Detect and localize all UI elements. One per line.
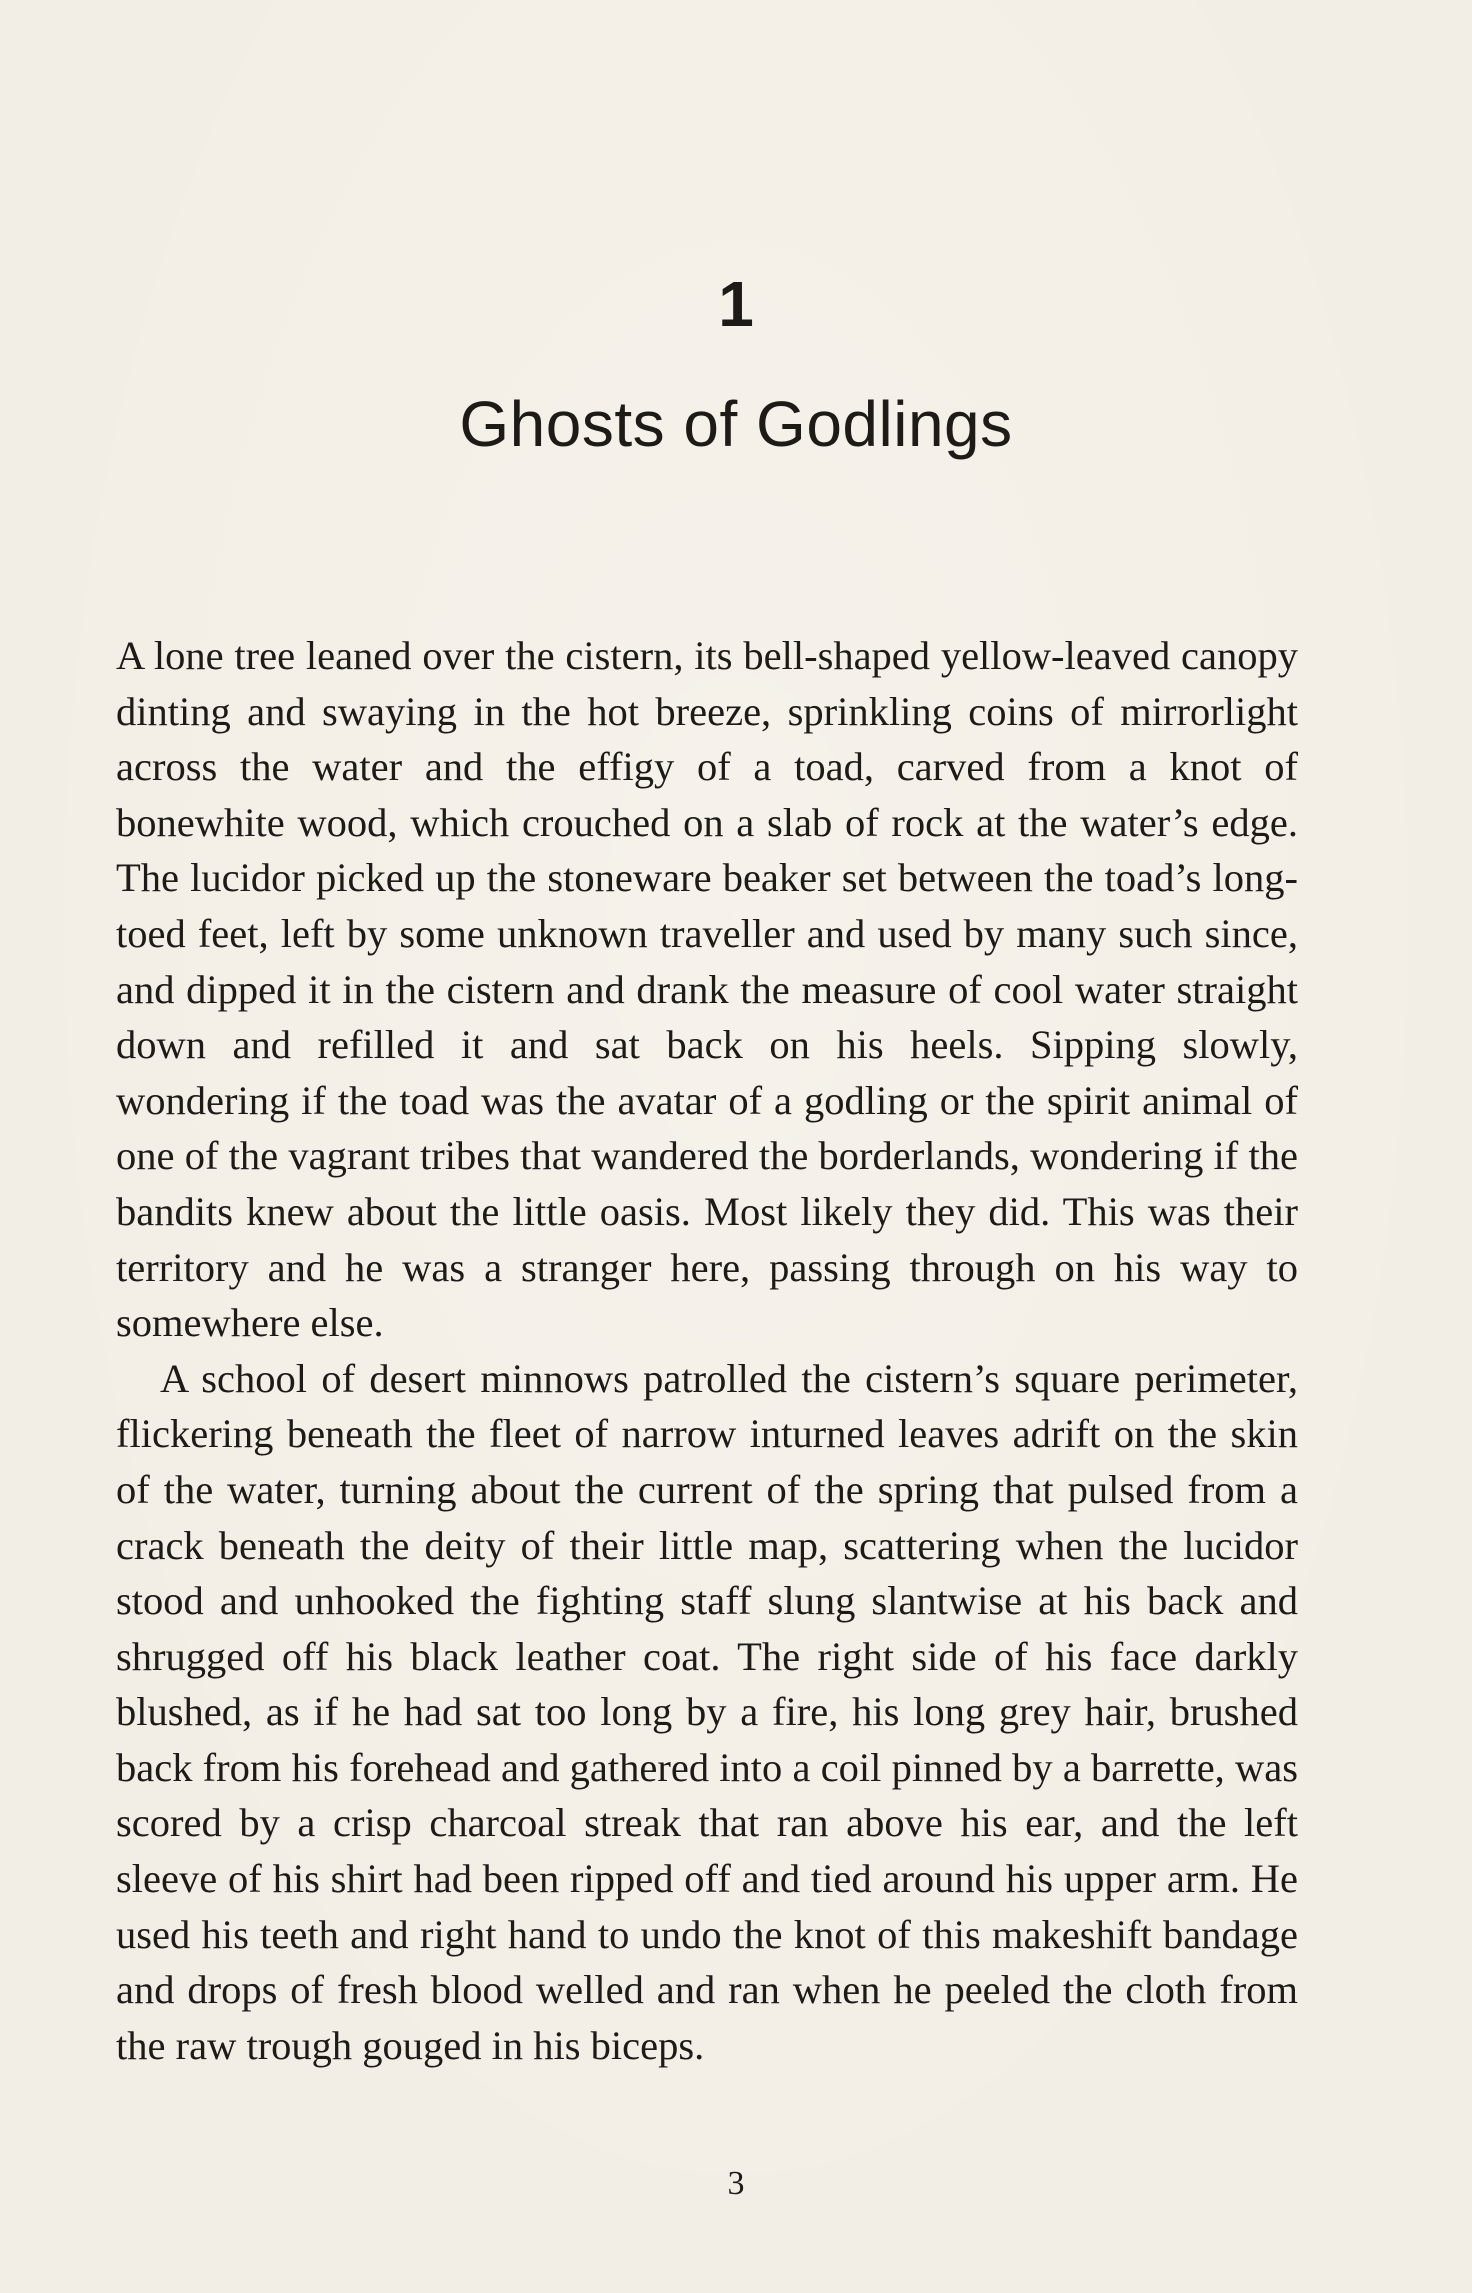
- chapter-number: 1: [718, 268, 754, 340]
- page-number: 3: [727, 2165, 745, 2202]
- body-text: [116, 628, 1298, 2073]
- paragraph-2: A school of desert minnows patrolled the cistern’s square perimeter, flickering beneath the fleet of narrow inturned leaves adrift on the skin of the water, turning about the current of the spring that pulsed from a crack beneath the deity of their little map, scattering when the lucidor stood and unhooked the fighting staff slung slantwise at his back and shrugged off his black leather coat. The right side of his face darkly blushed, as if he had sat too long by a fire, his long grey hair, brushed back from his forehead and gathered into a coil pinned by a barrette, was scored by a crisp charcoal streak that ran above his ear, and the left sleeve of his shirt had been ripped off and tied around his upper arm. He used his teeth and right hand to undo the knot of this makeshift bandage and drops of fresh blood welled and ran when he peeled the cloth from the raw trough gouged in his biceps.: [116, 1355, 1298, 2068]
- chapter-title: Ghosts of Godlings: [459, 388, 1013, 460]
- paragraph-1: A lone tree leaned over the cistern, its bell-shaped yellow-leaved canopy dinting and swaying in the hot breeze, sprinkling coins of mirrorlight across the water and the effigy of a toad, carved from a knot of bonewhite wood, which crouched on a slab of rock at the water’s edge. The lucidor picked up the stoneware beaker set between the toad’s long-toed feet, left by some unknown traveller and used by many such since, and dipped it in the cistern and drank the measure of cool water straight down and refilled it and sat back on his heels. Sipping slowly, wondering if the toad was the avatar of a godling or the spirit animal of one of the vagrant tribes that wandered the borderlands, wondering if the bandits knew about the little oasis. Most likely they did. This was their territory and he was a stranger here, passing through on his way to somewhere else.: [116, 633, 1298, 1346]
